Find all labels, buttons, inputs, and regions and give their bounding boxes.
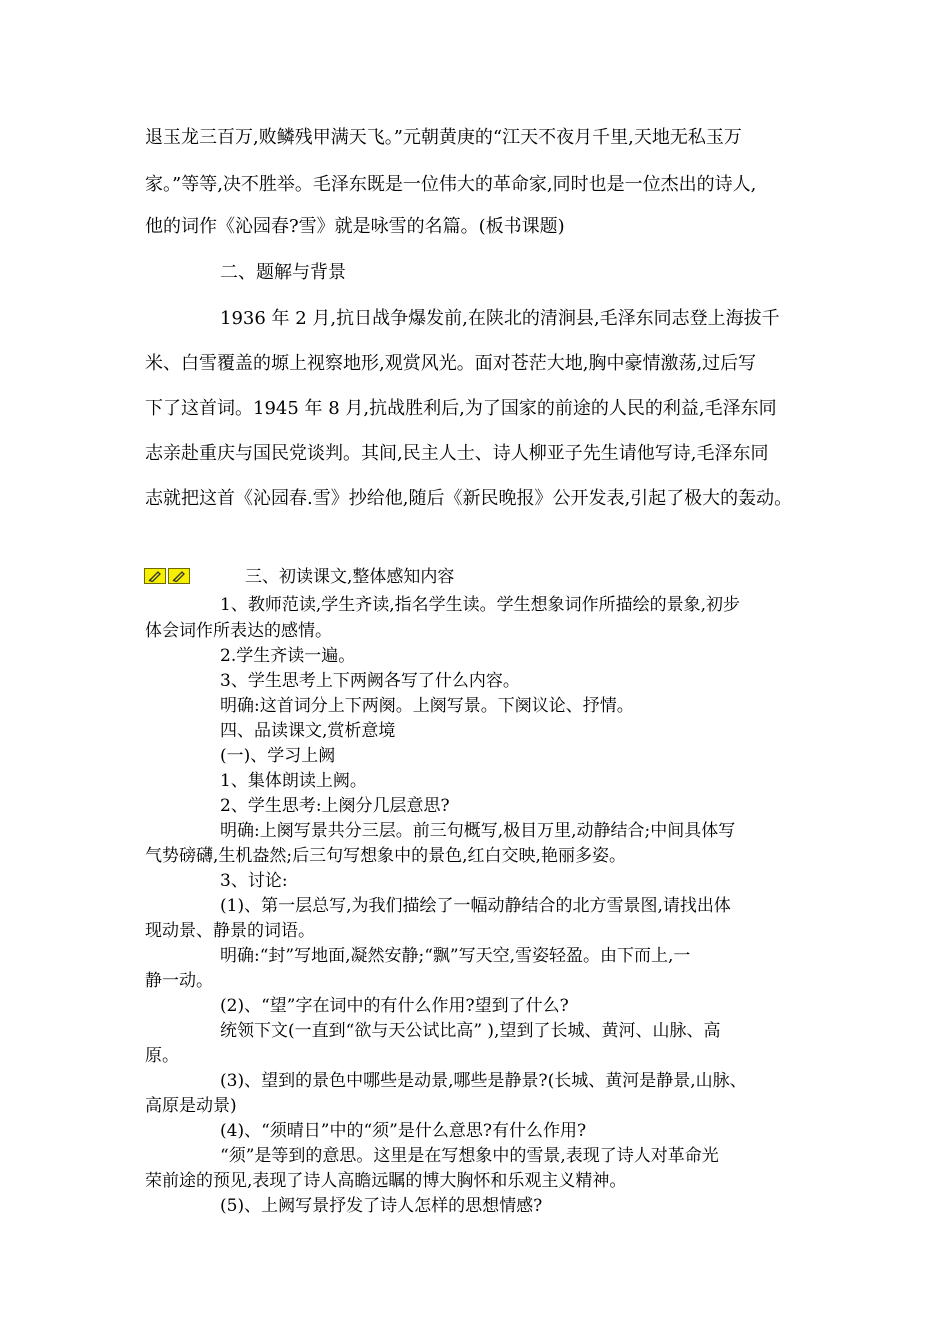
- section-heading: 二、题解与背景: [220, 262, 346, 283]
- body-line: (2)、“望”字在词中的有什么作用?望到了什么?: [220, 996, 569, 1016]
- paragraph-line: 退玉龙三百万,败鳞残甲满天飞。”元朝黄庚的“江天不夜月千里,天地无私玉万: [145, 127, 742, 148]
- body-line: (1)、第一层总写,为我们描绘了一幅动静结合的北方雪景图,请找出体: [220, 896, 731, 916]
- subsection-heading: (一)、学习上阙: [220, 746, 336, 766]
- paragraph-line: 米、白雪覆盖的塬上视察地形,观赏风光。面对苍茫大地,胸中豪情激荡,过后写: [145, 353, 757, 374]
- body-line: 2、学生思考:上阕分几层意思?: [220, 796, 450, 816]
- section-heading: 三、初读课文,整体感知内容: [245, 567, 455, 587]
- body-line: 现动景、静景的词语。: [145, 921, 315, 941]
- body-line: 3、学生思考上下两阙各写了什么内容。: [220, 671, 520, 691]
- edit-icon: [144, 568, 166, 584]
- body-line: 静一动。: [145, 971, 213, 991]
- paragraph-line: 家。”等等,决不胜举。毛泽东既是一位伟大的革命家,同时也是一位杰出的诗人,: [145, 174, 757, 195]
- body-line: 1、教师范读,学生齐读,指名学生读。学生想象词作所描绘的景象,初步: [220, 595, 741, 615]
- paragraph-line: 他的词作《沁园春?雪》就是咏雪的名篇。(板书课题): [145, 216, 565, 237]
- paragraph-line: 1936 年 2 月,抗日战争爆发前,在陕北的清涧县,毛泽东同志登上海拔千: [220, 308, 780, 329]
- body-line: 统领下文(一直到“欲与天公试比高” ),望到了长城、黄河、山脉、高: [220, 1021, 721, 1041]
- body-line: (3)、望到的景色中哪些是动景,哪些是静景?(长城、黄河是静景,山脉、: [220, 1071, 747, 1091]
- body-line: 3、讨论:: [220, 871, 288, 891]
- body-line: 2.学生齐读一遍。: [220, 646, 356, 666]
- body-line: (4)、“须晴日”中的“须”是什么意思?有什么作用?: [220, 1121, 587, 1141]
- body-line: 原。: [145, 1046, 179, 1066]
- paragraph-line: 下了这首词。1945 年 8 月,抗战胜利后,为了国家的前途的人民的利益,毛泽东同: [145, 398, 777, 419]
- body-line: 体会词作所表达的感情。: [145, 621, 332, 641]
- toolbar-icons: [144, 568, 192, 584]
- body-line: 气势磅礴,生机盎然;后三句写想象中的景色,红白交映,艳丽多姿。: [145, 846, 626, 866]
- paragraph-line: 志亲赴重庆与国民党谈判。其间,民主人士、诗人柳亚子先生请他写诗,毛泽东同: [145, 443, 769, 464]
- body-line: 1、集体朗读上阙。: [220, 771, 367, 791]
- body-line: 明确:上阕写景共分三层。前三句概写,极目万里,动静结合;中间具体写: [220, 821, 736, 841]
- body-line: “须”是等到的意思。这里是在写想象中的雪景,表现了诗人对革命光: [220, 1146, 719, 1166]
- paragraph-line: 志就把这首《沁园春.雪》抄给他,随后《新民晚报》公开发表,引起了极大的轰动。: [145, 488, 793, 509]
- body-line: (5)、上阙写景抒发了诗人怎样的思想情感?: [220, 1196, 543, 1216]
- body-line: 荣前途的预见,表现了诗人高瞻远瞩的博大胸怀和乐观主义精神。: [145, 1171, 627, 1191]
- section-heading: 四、品读课文,赏析意境: [220, 721, 396, 741]
- body-line: 高原是动景): [145, 1096, 237, 1116]
- edit-icon: [168, 568, 190, 584]
- body-line: 明确:这首词分上下两阕。上阕写景。下阕议论、抒情。: [220, 696, 634, 716]
- body-line: 明确:“封”写地面,凝然安静;“飘”写天空,雪姿轻盈。由下而上,一: [220, 946, 691, 966]
